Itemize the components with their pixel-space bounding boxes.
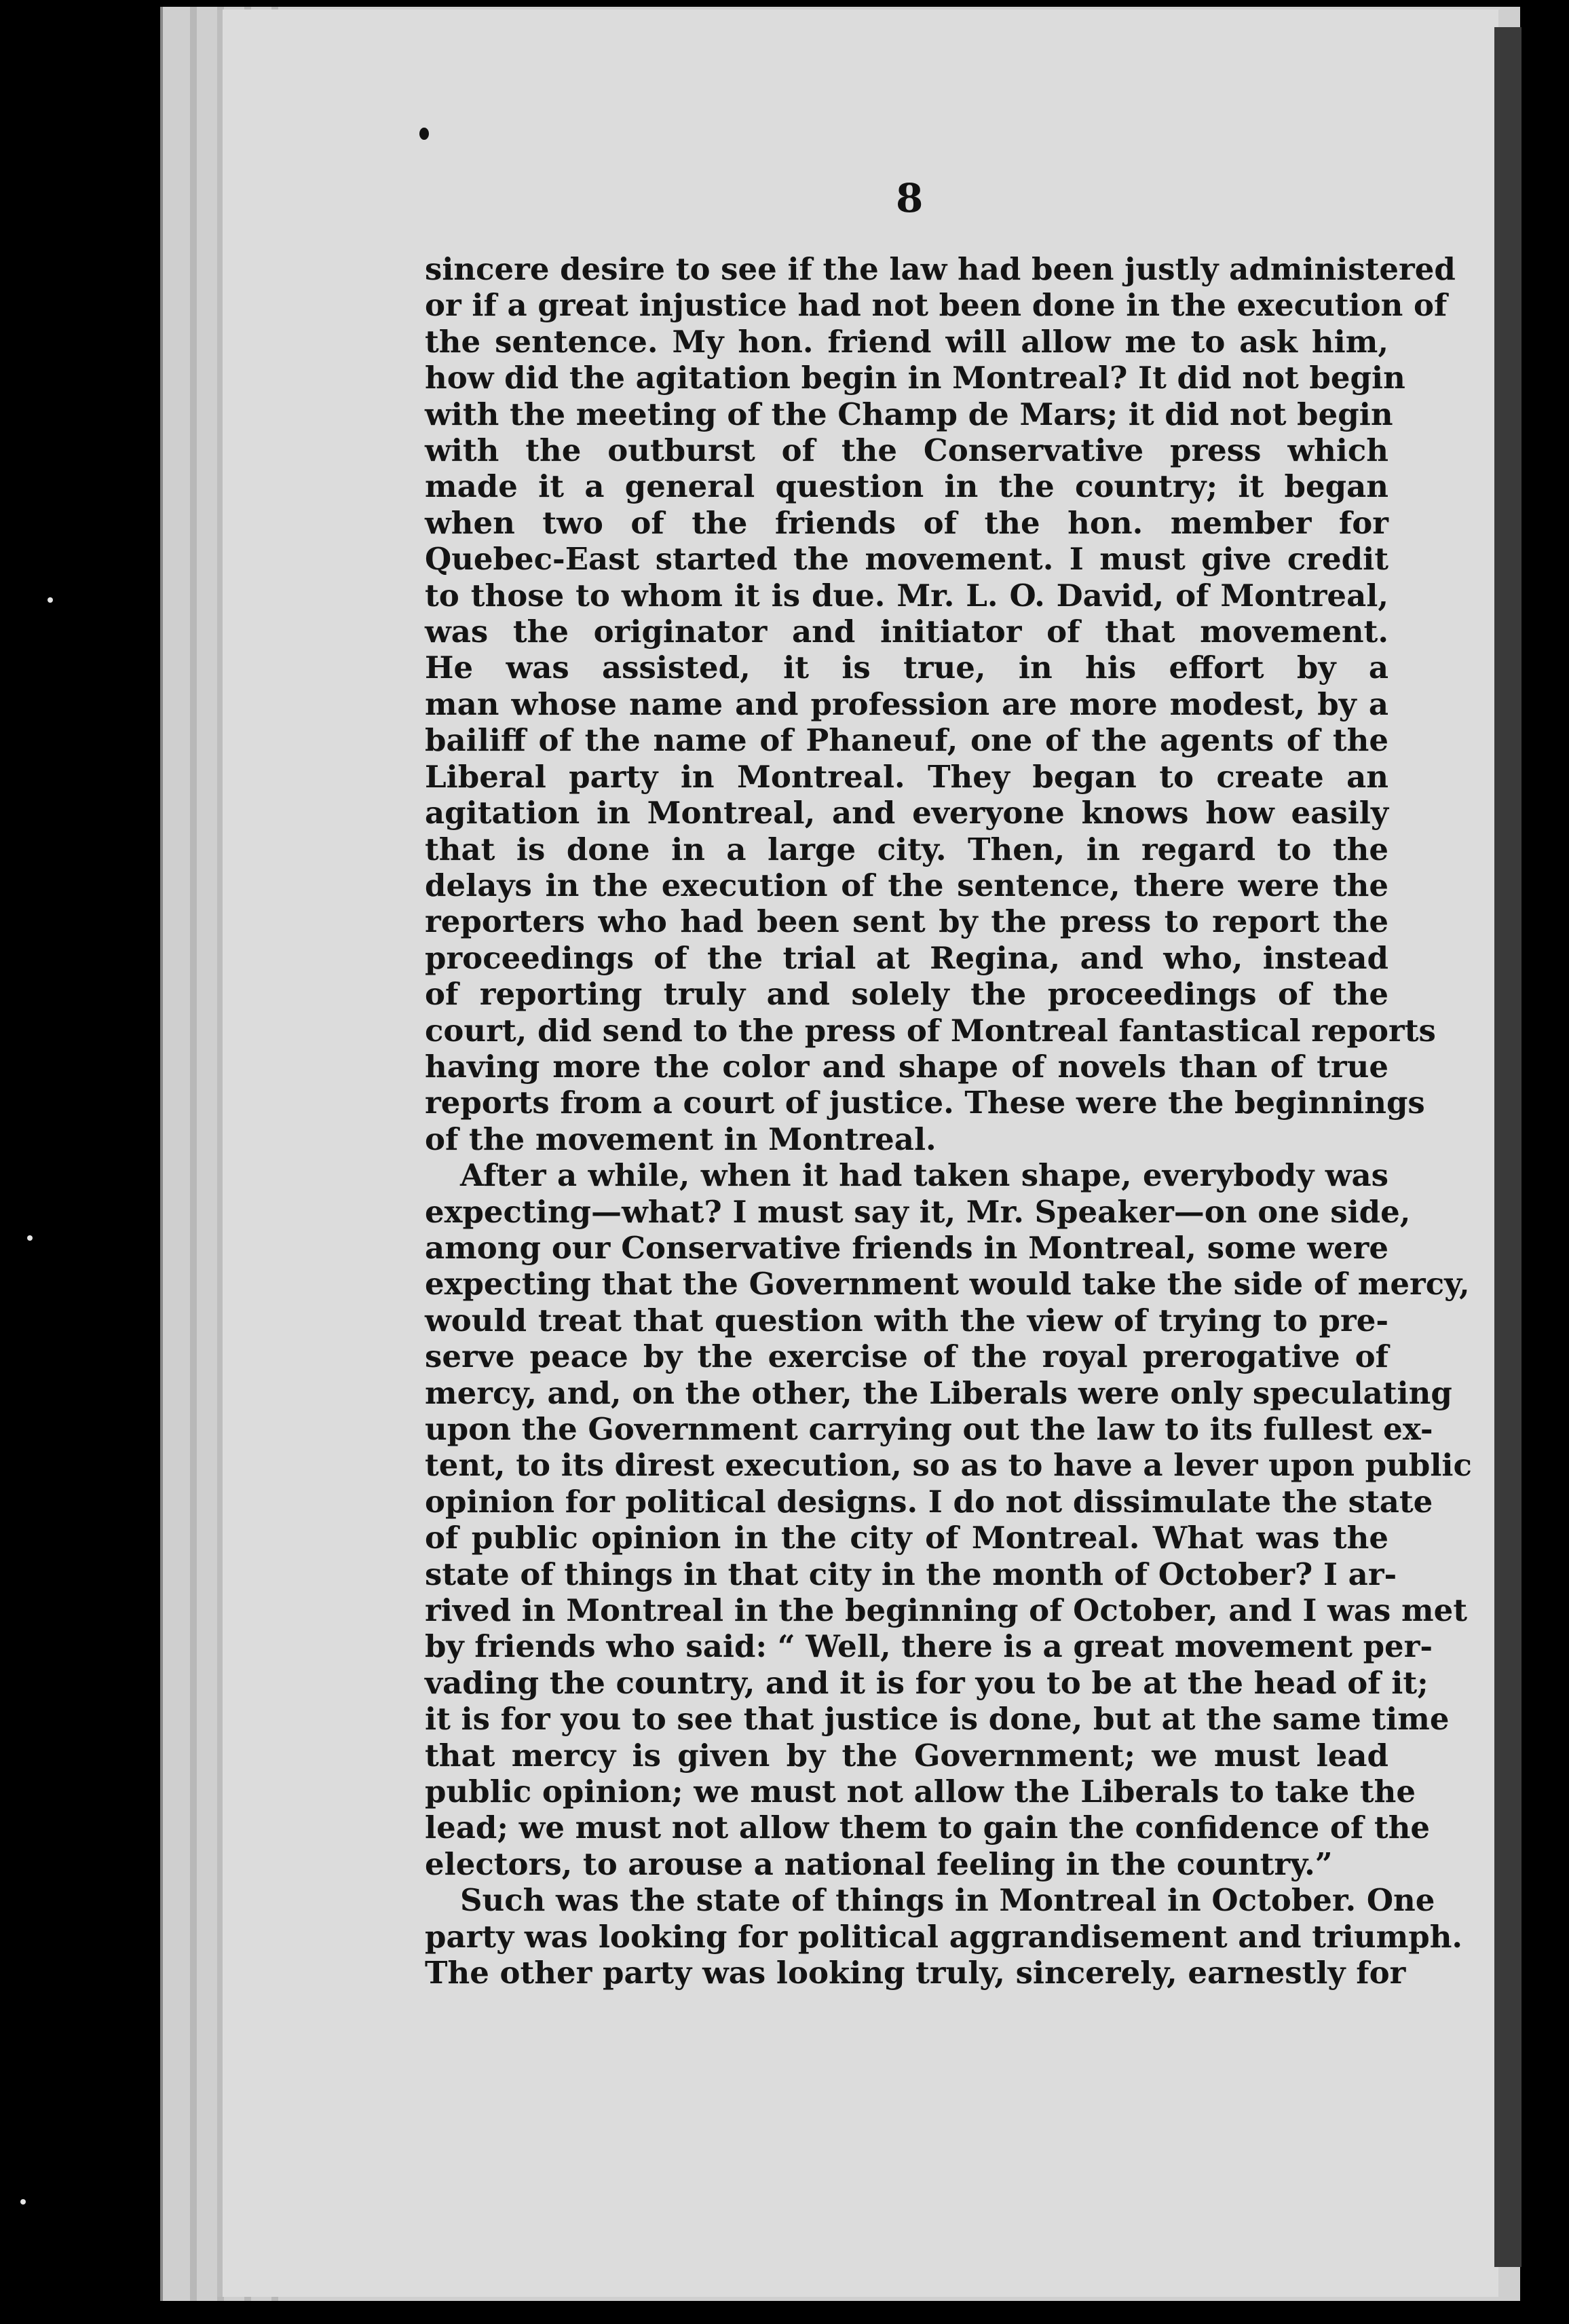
text-line: having more the color and shape of novels than of true (425, 1048, 1388, 1085)
text-line: of public opinion in the city of Montreal. What was the (425, 1520, 1388, 1556)
body-text (425, 251, 1472, 1991)
scan-speck (48, 597, 53, 603)
text-line: expecting that the Government would take the side of mercy, (425, 1266, 1470, 1302)
scan-speck (20, 2199, 26, 2205)
text-line: agitation in Montreal, and everyone knows how easily (425, 795, 1388, 831)
text-line: party was looking for political aggrandisement and triumph. (425, 1918, 1463, 1955)
text-line: the sentence. My hon. friend will allow me to ask him, (425, 323, 1388, 360)
text-line: sincere desire to see if the law had been justly administered (425, 251, 1456, 287)
text-line: upon the Government carrying out the law to its fullest ex- (425, 1411, 1433, 1447)
text-line: lead; we must not allow them to gain the confidence of the (425, 1810, 1431, 1846)
text-line: reports from a court of justice. These were the beginnings (425, 1085, 1425, 1121)
text-line: After a while, when it had taken shape, everybody was (460, 1157, 1388, 1194)
text-line: to those to whom it is due. Mr. L. O. David, of Montreal, (425, 577, 1388, 614)
text-line: bailiff of the name of Phaneuf, one of the agents of the (425, 722, 1388, 759)
text-line: that is done in a large city. Then, in regard to the (425, 831, 1388, 867)
text-line: how did the agitation begin in Montreal? It did not begin (425, 360, 1405, 396)
text-line: opinion for political designs. I do not dissimulate the state (425, 1483, 1433, 1520)
text-line: Such was the state of things in Montreal in October. One (460, 1882, 1435, 1919)
text-line: was the originator and initiator of that movement. (425, 614, 1388, 650)
text-line: of the movement in Montreal. (425, 1121, 937, 1157)
text-line: man whose name and profession are more modest, by a (425, 686, 1388, 722)
text-line: mercy, and, on the other, the Liberals were only speculating (425, 1374, 1452, 1411)
text-line: tent, to its direst execution, so as to have a lever upon public (425, 1447, 1472, 1484)
ink-dot (419, 128, 429, 140)
text-line: rived in Montreal in the beginning of October, and I was met (425, 1592, 1468, 1629)
page-number: 8 (896, 175, 924, 221)
text-line: by friends who said: “ Well, there is a great movement per- (425, 1628, 1433, 1665)
scan-speck (27, 1235, 33, 1241)
text-line: The other party was looking truly, sincerely, earnestly for (425, 1955, 1406, 1991)
text-line: reporters who had been sent by the press to report the (425, 903, 1388, 940)
text-line: court, did send to the press of Montreal fantastical reports (425, 1012, 1436, 1049)
text-line: public opinion; we must not allow the Liberals to take the (425, 1774, 1416, 1810)
text-line: proceedings of the trial at Regina, and who, instead (425, 939, 1388, 976)
text-line: electors, to arouse a national feeling in the country.” (425, 1845, 1333, 1882)
text-line: with the outburst of the Conservative press which (425, 432, 1388, 469)
text-line: serve peace by the exercise of the royal prerogative of (425, 1338, 1388, 1375)
page-edge (190, 7, 197, 2301)
text-line: vading the country, and it is for you to be at the head of it; (425, 1664, 1429, 1701)
text-line: state of things in that city in the month of October? I ar- (425, 1556, 1397, 1592)
text-line: it is for you to see that justice is done, but at the same time (425, 1701, 1450, 1738)
text-line: expecting—what? I must say it, Mr. Speaker—on one side, (425, 1193, 1411, 1230)
text-line: or if a great injustice had not been done in the execution of (425, 287, 1448, 324)
page-shadow (1494, 27, 1521, 2267)
text-line: among our Conservative friends in Montreal, some were (425, 1229, 1388, 1266)
text-line: He was assisted, it is true, in his effort by a (425, 650, 1388, 686)
text-line: with the meeting of the Champ de Mars; it did not begin (425, 396, 1393, 432)
text-line: when two of the friends of the hon. member for (425, 504, 1388, 541)
text-line: Quebec-East started the movement. I must give credit (425, 541, 1388, 578)
text-line: would treat that question with the view of trying to pre- (425, 1302, 1388, 1338)
text-line: Liberal party in Montreal. They began to create an (425, 758, 1388, 795)
text-line: made it a general question in the country; it began (425, 468, 1388, 505)
text-line: that mercy is given by the Government; we must lead (425, 1737, 1388, 1774)
text-line: delays in the execution of the sentence, there were the (425, 867, 1388, 903)
text-line: of reporting truly and solely the proceedings of the (425, 976, 1388, 1013)
